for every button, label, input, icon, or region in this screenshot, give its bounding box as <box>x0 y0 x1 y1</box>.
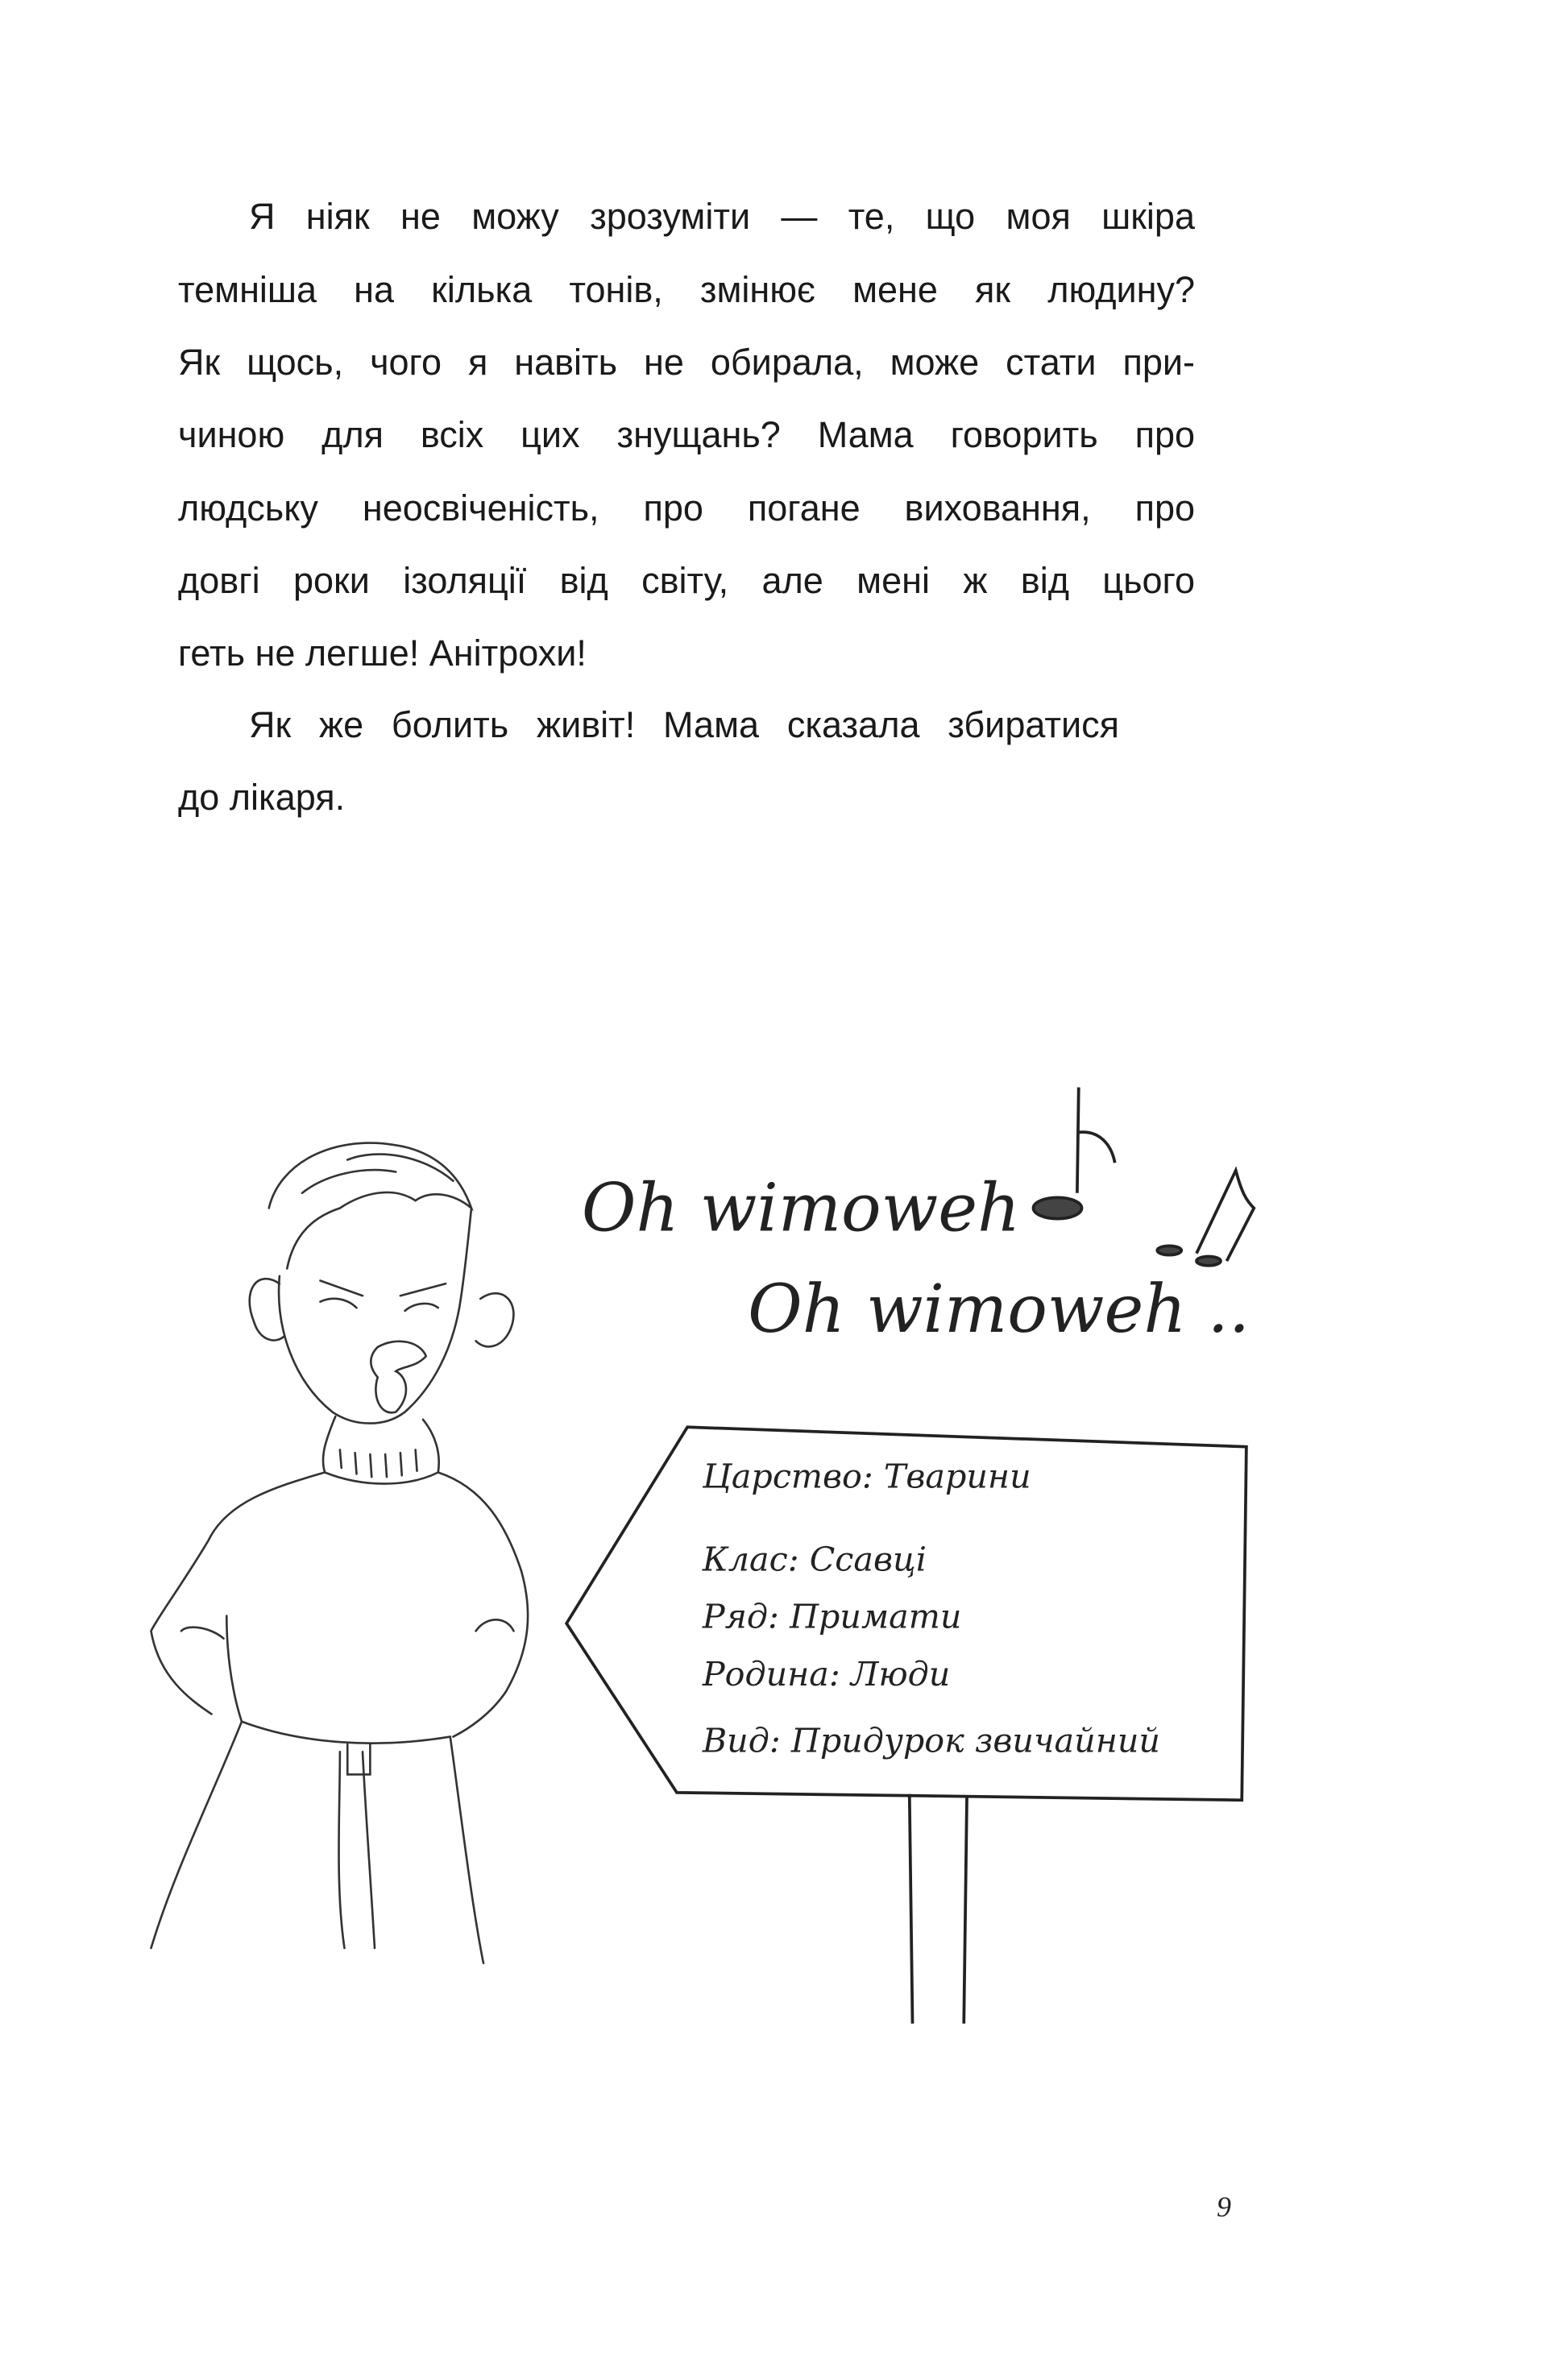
music-notes-icon <box>1034 1088 1255 1266</box>
text-line: до лікаря. <box>178 777 346 818</box>
text-line: Я ніяк не можу зрозуміти — те, що моя шкіра <box>249 196 1195 237</box>
sign-line-order: Ряд: Примати <box>702 1597 962 1636</box>
text-line: людську неосвіченість, про погане виховання, про <box>178 487 1195 529</box>
song-line-1: Oh wimoweh <box>581 1169 1021 1247</box>
song-line-2: Oh wimoweh .. <box>748 1271 1250 1349</box>
text-line: Як щось, чого я навіть не обирала, може стати при- <box>178 342 1195 383</box>
text-line: темніша на кілька тонів, змінює мене як людину? <box>178 269 1195 310</box>
sign-line-family: Родина: Люди <box>702 1654 951 1694</box>
text-line: Як же болить живіт! Мама сказала збиратися <box>249 704 1119 745</box>
page-number: 9 <box>1217 2191 1231 2223</box>
sign-line-kingdom: Царство: Тварини <box>702 1457 1031 1496</box>
sign-line-class: Клас: Ссавці <box>702 1540 927 1579</box>
text-line: геть не легше! Анітрохи! <box>178 632 587 674</box>
text-line: довгі роки ізоляції від світу, але мені ж від цього <box>178 560 1195 601</box>
sign-line-species: Вид: Придурок звичайний <box>702 1721 1161 1760</box>
boy-sketch <box>151 1143 529 1963</box>
text-line: чиною для всіх цих знущань? Мама говорить про <box>178 414 1195 455</box>
